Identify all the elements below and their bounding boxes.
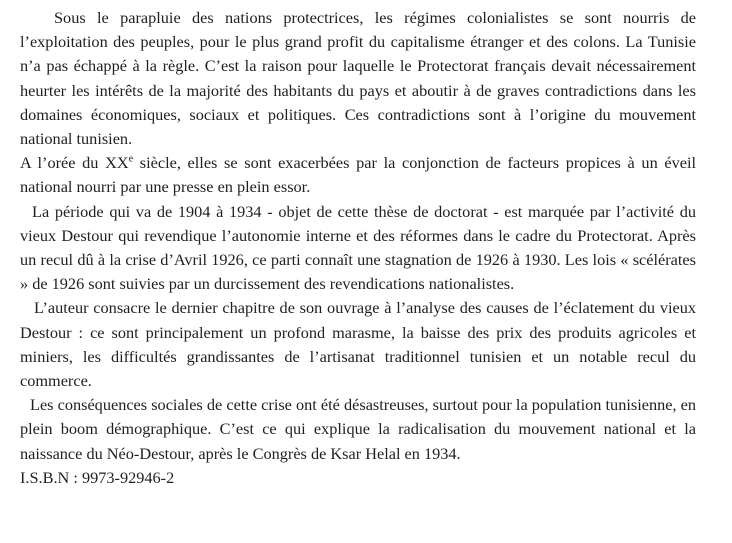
paragraph-twentieth-century-prefix: A l’orée du XX [20, 153, 129, 173]
paragraph-colonialism: Sous le parapluie des nations protectrices, les régimes colonialistes se sont nourris de l’exploitation des peuples, pour le plus grand profit du capitalisme étranger et des colons. La Tunisie n’a pas échappé à la règle. C’est la raison pour laquelle le Protectorat français devait nécessairement heurter les intérêts de la majorité des habitants du pays et aboutir à de graves contradictions dans les domaines économiques, sociaux et politiques. Ces contradictions sont à l’origine du mouvement national tunisien. [20, 8, 696, 149]
isbn-line: I.S.B.N : 9973-92946-2 [20, 467, 175, 487]
paragraph-twentieth-century-text: siècle, elles se sont exacerbées par la conjonction de facteurs propices à un éveil national nourri par une presse en plein essor. [20, 153, 697, 197]
paragraph-consequences: Les conséquences sociales de cette crise ont été désastreuses, surtout pour la population tunisienne, en plein boom démographique. C’est ce qui explique la radicalisation du mouvement national et la naissance du Néo-Destour, après le Congrès de Ksar Helal en 1934. [20, 395, 696, 463]
paragraph-twentieth-century [20, 151, 696, 199]
paragraph-last-chapter: L’auteur consacre le dernier chapitre de son ouvrage à l’analyse des causes de l’éclatement du vieux Destour : ce sont principalement un profond marasme, la baisse des prix des produits agricoles et miniers, les difficultés grandissantes de l’artisanat traditionnel tunisien et un notable recul du commerce. [20, 298, 696, 391]
document-body [20, 6, 696, 490]
ordinal-superscript: e [128, 153, 134, 165]
paragraph-period-1904-1934: La période qui va de 1904 à 1934 - objet de cette thèse de doctorat - est marquée par l’activité du vieux Destour qui revendique l’autonomie interne et des réformes dans le cadre du Protectorat. Après un recul dû à la crise d’Avril 1926, ce parti connaît une stagnation de 1926 à 1930. Les lois « scélérates » de 1926 sont suivies par un durcissement des revendications nationalistes. [20, 201, 696, 294]
